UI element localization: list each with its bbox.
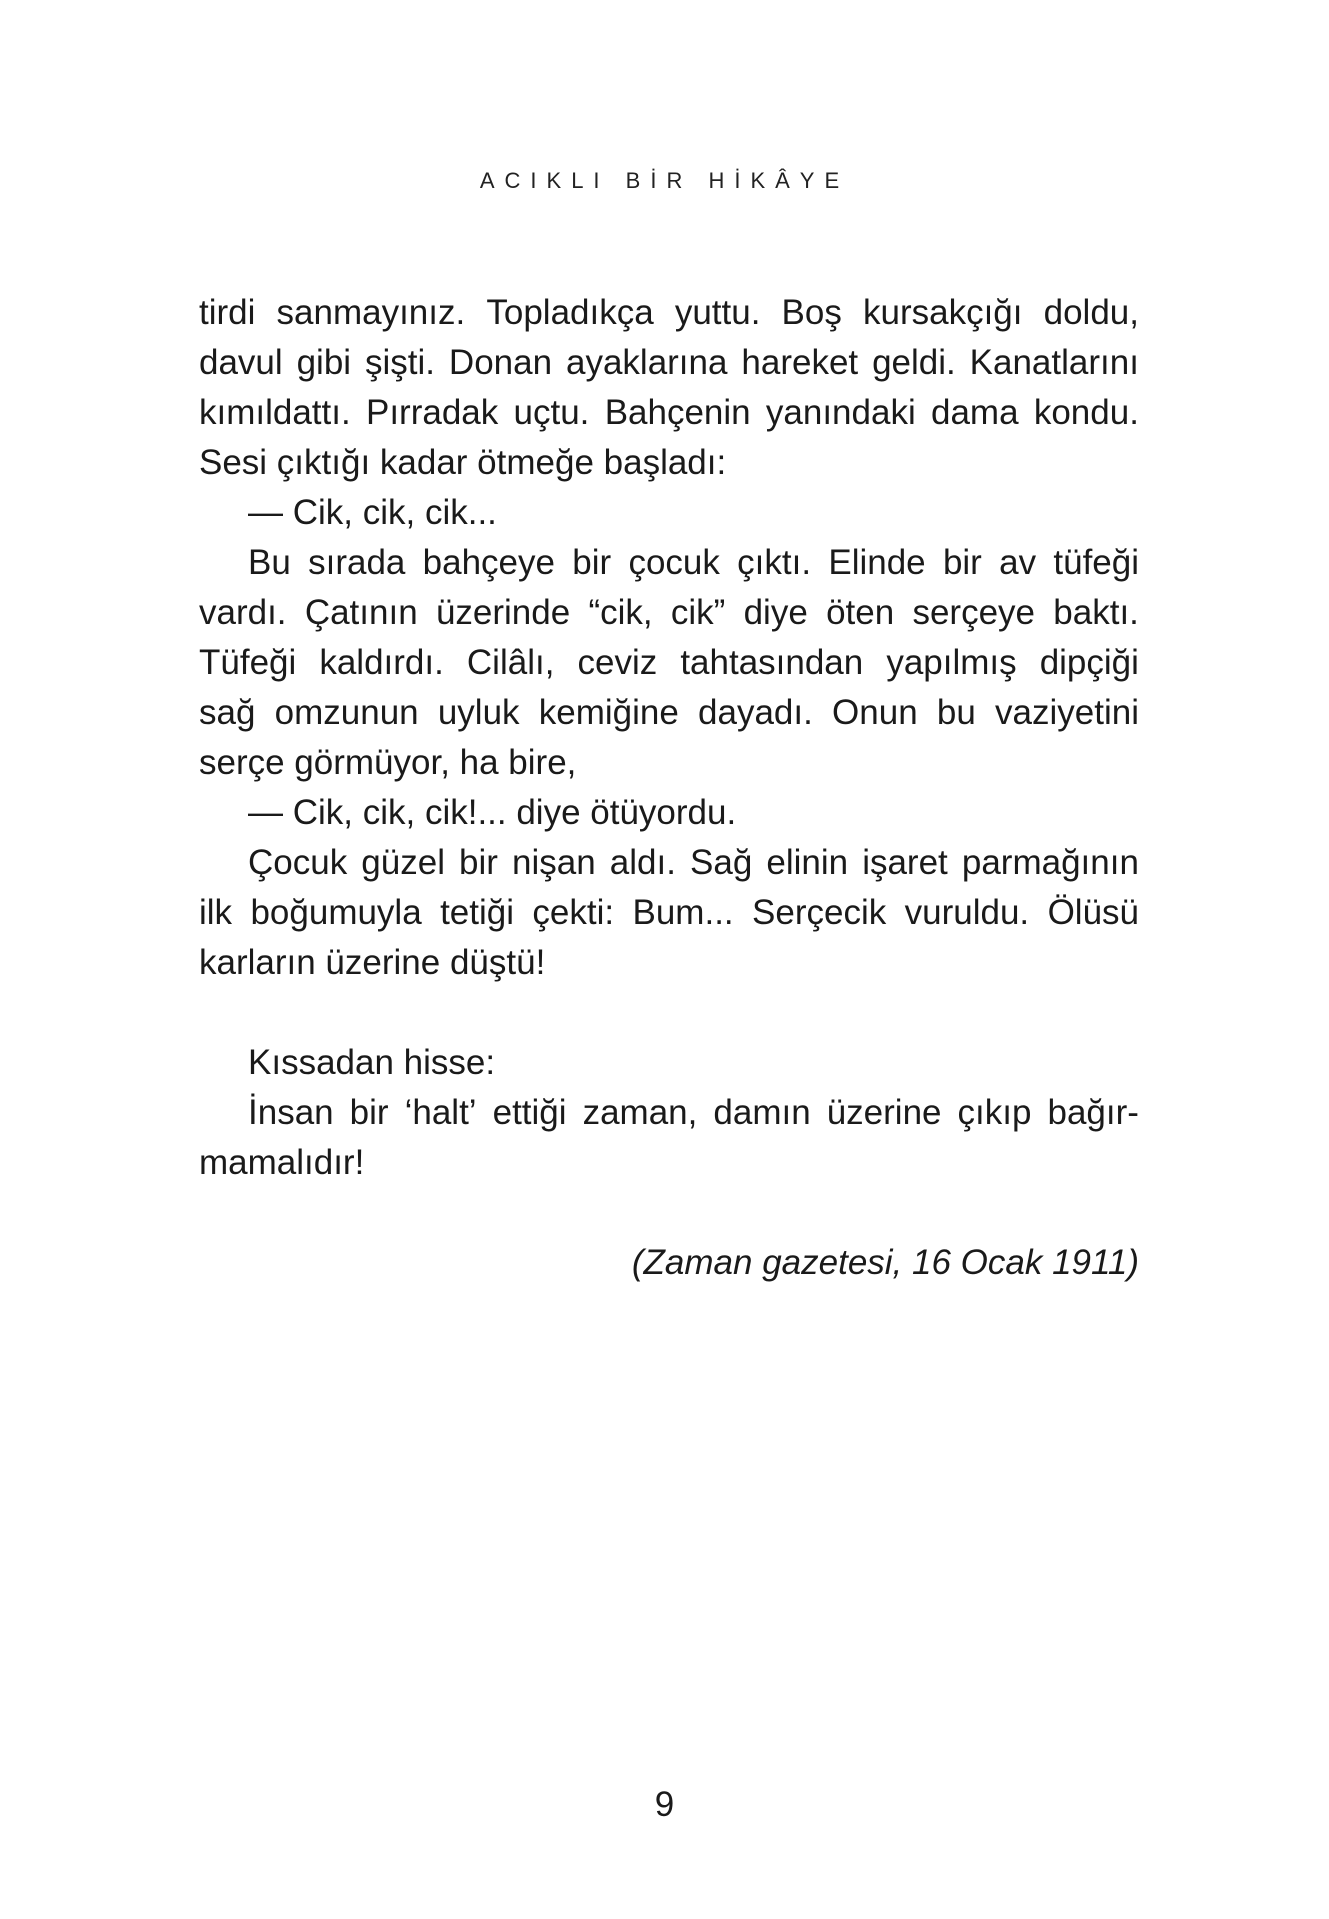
word: gibi (296, 343, 352, 382)
word: güzel (361, 843, 445, 882)
word: damın (713, 1093, 811, 1132)
line-8 (199, 638, 1139, 688)
word: kımıldattı. (199, 393, 351, 432)
line-15 (199, 1038, 1139, 1088)
word: sırada (308, 543, 406, 582)
word: nişan (512, 843, 596, 882)
word: uyluk (437, 693, 520, 732)
word: sanmayınız. (276, 293, 466, 332)
word: şişti. (365, 343, 435, 382)
word: baktı. (1053, 593, 1139, 632)
word: Tüfeği (199, 643, 297, 682)
word: kondu. (1033, 393, 1139, 432)
page-number: 9 (654, 1785, 675, 1824)
word: serçeye (912, 593, 1036, 632)
word: Çatının (304, 593, 418, 632)
word: yanındaki (765, 393, 916, 432)
line-17 (199, 1138, 1139, 1188)
word: Elinde (828, 543, 926, 582)
line-13 (199, 888, 1139, 938)
word: “cik, (588, 593, 653, 632)
word: Onun (832, 693, 918, 732)
word: hareket (741, 343, 859, 382)
line-9 (199, 688, 1139, 738)
word: Sağ (690, 843, 753, 882)
word: kemiğine (538, 693, 679, 732)
word: omzunun (274, 693, 419, 732)
line-text: karların üzerine düştü! (199, 943, 546, 982)
line-3 (199, 388, 1139, 438)
word: yuttu. (674, 293, 761, 332)
word: Topladıkça (486, 293, 654, 332)
word: Ölüsü (1047, 893, 1139, 932)
line-10 (199, 738, 1139, 788)
word: Kanatlarını (969, 343, 1139, 382)
word: ceviz (577, 643, 658, 682)
word: cik” (670, 593, 726, 632)
word: bir (459, 843, 498, 882)
word: tetiği (440, 893, 515, 932)
line-16 (199, 1088, 1139, 1138)
word: elinin (766, 843, 849, 882)
word: davul (199, 343, 283, 382)
word: dayadı. (698, 693, 813, 732)
line-5 (199, 488, 1139, 538)
word: üzerine (826, 1093, 942, 1132)
word: Bu (248, 543, 291, 582)
word: aldı. (609, 843, 676, 882)
word: yapılmış (886, 643, 1017, 682)
running-head: ACIKLI BİR HİKÂYE (479, 168, 850, 193)
word: bağır- (1047, 1093, 1139, 1132)
word: ilk (199, 893, 233, 932)
line-text: Kıssadan hisse: (248, 1043, 496, 1082)
line-2 (199, 338, 1139, 388)
word: doldu, (1043, 293, 1139, 332)
word: Bum... (632, 893, 734, 932)
word: kaldırdı. (319, 643, 444, 682)
word: Serçecik (752, 893, 887, 932)
line-7 (199, 588, 1139, 638)
word: İnsan (248, 1093, 334, 1132)
line-text: Sesi çıktığı kadar ötmeğe başladı: (199, 443, 727, 482)
line-text: — Cik, cik, cik!... diye ötüyordu. (248, 793, 737, 832)
word: kursakçığı (862, 293, 1023, 332)
word: tahtasından (680, 643, 864, 682)
word: tüfeği (1053, 543, 1139, 582)
word: bu (936, 693, 976, 732)
line-text: mamalıdır! (199, 1143, 365, 1182)
word: çekti: (532, 893, 615, 932)
word: işaret (862, 843, 948, 882)
source-note: (Zaman gazetesi, 16 Ocak 1911) (631, 1243, 1139, 1282)
word: ayaklarına (565, 343, 728, 382)
line-4 (199, 438, 1139, 488)
story-text (199, 288, 1139, 1288)
paragraph-gap (199, 988, 1139, 1038)
word: Cilâlı, (466, 643, 555, 682)
word: bir (349, 1093, 389, 1132)
word: Boş (781, 293, 842, 332)
word: Pırradak (365, 393, 499, 432)
line-11 (199, 788, 1139, 838)
word: bahçeye (422, 543, 555, 582)
word: çıktı. (737, 543, 812, 582)
word: bir (572, 543, 612, 582)
word: Bahçenin (604, 393, 751, 432)
line-text: — Cik, cik, cik... (248, 493, 497, 532)
word: ‘halt’ (404, 1093, 477, 1132)
word: çocuk (628, 543, 720, 582)
word: vuruldu. (904, 893, 1030, 932)
word: boğumuyla (250, 893, 422, 932)
line-text: serçe görmüyor, ha bire, (199, 743, 577, 782)
word: av (999, 543, 1037, 582)
line-12 (199, 838, 1139, 888)
source-note-line (199, 1238, 1139, 1288)
word: üzerinde (435, 593, 571, 632)
paragraph-gap (199, 1188, 1139, 1238)
word: uçtu. (513, 393, 590, 432)
word: zaman, (582, 1093, 698, 1132)
line-1 (199, 288, 1139, 338)
word: vardı. (199, 593, 287, 632)
word: diye (743, 593, 808, 632)
word: Çocuk (248, 843, 348, 882)
word: sağ (199, 693, 256, 732)
word: Donan (448, 343, 553, 382)
word: bir (942, 543, 982, 582)
word: tirdi (199, 293, 256, 332)
line-6 (199, 538, 1139, 588)
word: dipçiği (1039, 643, 1139, 682)
line-14 (199, 938, 1139, 988)
word: dama (931, 393, 1019, 432)
word: geldi. (872, 343, 956, 382)
word: öten (826, 593, 895, 632)
word: vaziyetini (995, 693, 1139, 732)
word: parmağının (961, 843, 1139, 882)
word: çıkıp (957, 1093, 1032, 1132)
word: ettiği (492, 1093, 567, 1132)
